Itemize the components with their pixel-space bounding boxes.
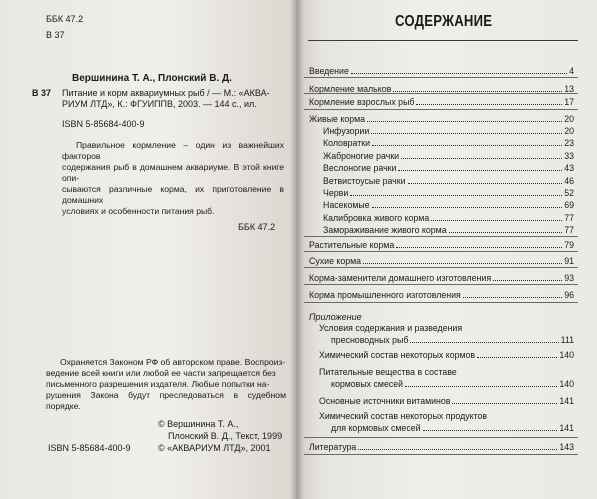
authors: Вершинина Т. А., Плонский В. Д. bbox=[72, 73, 232, 84]
leader-dots bbox=[363, 256, 562, 264]
toc-separator bbox=[304, 284, 578, 285]
toc-page-number: 20 bbox=[564, 126, 574, 136]
toc-separator bbox=[304, 302, 578, 303]
toc-separator bbox=[304, 267, 578, 268]
toc-separator bbox=[304, 437, 578, 438]
toc-page-number: 43 bbox=[564, 163, 574, 173]
toc-entry bbox=[309, 114, 574, 125]
toc-entry bbox=[309, 290, 574, 301]
leader-dots bbox=[452, 396, 557, 404]
toc-page-number: 52 bbox=[564, 188, 574, 198]
toc-entry-label: Насекомые bbox=[323, 200, 370, 210]
toc-entry bbox=[309, 273, 574, 284]
toc-entry bbox=[323, 213, 574, 224]
toc-entry bbox=[309, 256, 574, 267]
toc-page-number: 79 bbox=[564, 240, 574, 250]
toc-entry bbox=[309, 97, 574, 108]
biblio-line-2: РИУМ ЛТД», К.: ФГУИППВ, 2003. — 144 с., ил. bbox=[62, 99, 257, 109]
toc-page-number: 111 bbox=[560, 335, 574, 345]
toc-separator bbox=[304, 109, 578, 110]
toc-page-number: 140 bbox=[559, 379, 574, 389]
leader-dots bbox=[351, 66, 567, 74]
biblio-line-1: Питание и корм аквариумных рыб / — М.: «АКВА- bbox=[62, 88, 270, 98]
toc-separator bbox=[304, 251, 578, 252]
toc-separator bbox=[304, 454, 578, 455]
appendix-entry-heading: Химический состав некоторых продуктов bbox=[319, 411, 488, 421]
bbk-top: ББК 47.2 bbox=[46, 14, 84, 24]
leader-dots bbox=[423, 423, 558, 431]
leader-dots bbox=[405, 379, 557, 387]
leader-dots bbox=[493, 273, 562, 281]
leader-dots bbox=[449, 225, 563, 233]
toc-page-number: 77 bbox=[564, 213, 574, 223]
toc-entry-label: Жаброногие рачки bbox=[323, 151, 400, 161]
appendix-entry bbox=[331, 423, 574, 434]
index-mark: В 37 bbox=[32, 88, 52, 98]
leader-dots bbox=[371, 126, 562, 134]
toc-entry-label: Литература bbox=[309, 442, 357, 452]
leader-dots bbox=[408, 176, 563, 184]
toc-page-number: 91 bbox=[564, 256, 574, 266]
leader-dots bbox=[398, 163, 562, 171]
toc-separator bbox=[304, 77, 578, 78]
toc-entry-label: Живые корма bbox=[309, 114, 366, 124]
isbn-top: ISBN 5-85684-400-9 bbox=[62, 119, 145, 129]
isbn-bottom: ISBN 5-85684-400-9 bbox=[48, 443, 131, 453]
appendix-entry bbox=[331, 335, 574, 346]
toc-entry-label: Химический состав некоторых кормов bbox=[319, 350, 476, 360]
toc-entry-label: Введение bbox=[309, 66, 349, 76]
toc-entry bbox=[323, 225, 574, 236]
appendix-entry bbox=[319, 350, 574, 361]
appendix-entry-heading: Питательные вещества в составе bbox=[319, 367, 457, 377]
toc-entry bbox=[323, 163, 574, 174]
toc-page-number: 23 bbox=[564, 138, 574, 148]
leader-dots bbox=[401, 151, 562, 159]
toc-entry-literature bbox=[309, 442, 574, 453]
toc-separator bbox=[304, 236, 578, 237]
leader-dots bbox=[367, 114, 562, 122]
copyright-line: рушения Закона будут преследоваться в судебном порядке. bbox=[46, 390, 286, 411]
toc-page-number: 77 bbox=[564, 225, 574, 235]
description-line: сываются различные корма, их приготовление в домашних bbox=[62, 184, 284, 205]
toc-entry-label: Инфузории bbox=[323, 126, 370, 136]
copyright-publisher: © «АКВАРИУМ ЛТД», 2001 bbox=[158, 443, 271, 453]
appendix-entry-heading: Условия содержания и разведения bbox=[319, 323, 463, 333]
toc-entry-label: Сухие корма bbox=[309, 256, 362, 266]
leader-dots bbox=[350, 188, 562, 196]
toc-page-number: 33 bbox=[564, 151, 574, 161]
toc-entry-label: Черви bbox=[323, 188, 349, 198]
toc-page-number: 141 bbox=[559, 396, 574, 406]
toc-entry bbox=[323, 151, 574, 162]
toc-entry-label: Корма промышленного изготовления bbox=[309, 290, 461, 300]
leader-dots bbox=[358, 442, 557, 450]
toc-entry-label: Основные источники витаминов bbox=[319, 396, 451, 406]
appendix-title: Приложение bbox=[309, 312, 362, 322]
toc-entry-label: Замораживание живого корма bbox=[323, 225, 447, 235]
toc-entry bbox=[323, 188, 574, 199]
toc-entry-label: Калибровка живого корма bbox=[323, 213, 430, 223]
toc-entry bbox=[323, 138, 574, 149]
toc-page-number: 140 bbox=[559, 350, 574, 360]
toc-entry-label: пресноводных рыб bbox=[331, 335, 409, 345]
toc-page-number: 20 bbox=[564, 114, 574, 124]
toc-entry bbox=[309, 240, 574, 251]
leader-dots bbox=[396, 240, 562, 248]
appendix-entry bbox=[331, 379, 574, 390]
toc-entry-label: Кормление мальков bbox=[309, 84, 392, 94]
toc-page-number: 17 bbox=[564, 97, 574, 107]
leader-dots bbox=[393, 84, 562, 92]
toc-page-number: 143 bbox=[559, 442, 574, 452]
toc-page-number: 13 bbox=[564, 84, 574, 94]
toc-entry-label: Корма-заменители домашнего изготовления bbox=[309, 273, 492, 283]
toc-entry-label: для кормовых смесей bbox=[331, 423, 421, 433]
leader-dots bbox=[372, 200, 563, 208]
toc-entry bbox=[309, 84, 574, 95]
toc-entry bbox=[323, 126, 574, 137]
leader-dots bbox=[477, 350, 557, 358]
toc-page-number: 93 bbox=[564, 273, 574, 283]
toc-entry-label: Кормление взрослых рыб bbox=[309, 97, 415, 107]
toc-entry bbox=[309, 66, 574, 77]
bbk-mid: ББК 47.2 bbox=[238, 222, 276, 232]
copyright-line: Охраняется Законом РФ об авторском праве. Воспроиз- bbox=[60, 357, 286, 367]
copyright-line: письменного разрешения издателя. Любые попытки на- bbox=[46, 379, 270, 389]
udk-index: В 37 bbox=[46, 30, 65, 40]
copyright-line: ведение всей книги или любой ее части запрещается без bbox=[46, 368, 276, 378]
toc-entry-label: Растительные корма bbox=[309, 240, 395, 250]
toc-entry-label: Ветвистоусые рачки bbox=[323, 176, 406, 186]
toc-entry-label: кормовых смесей bbox=[331, 379, 404, 389]
toc-page-number: 96 bbox=[564, 290, 574, 300]
leader-dots bbox=[410, 335, 558, 343]
toc-title: СОДЕРЖАНИЕ bbox=[395, 13, 493, 30]
leader-dots bbox=[416, 97, 562, 105]
toc-page-number: 141 bbox=[559, 423, 574, 433]
copyright-author-2: Плонский В. Д., Текст, 1999 bbox=[168, 431, 283, 441]
appendix-entry bbox=[319, 396, 574, 407]
description-line: содержания рыб в домашнем аквариуме. В этой книге опи- bbox=[62, 162, 284, 183]
toc-page-number: 46 bbox=[564, 176, 574, 186]
toc-entry-label: Веслоногие рачки bbox=[323, 163, 397, 173]
toc-entry-label: Коловратки bbox=[323, 138, 371, 148]
description-line: Правильное кормление – один из важнейших факторов bbox=[62, 140, 284, 161]
toc-page-number: 69 bbox=[564, 200, 574, 210]
toc-entry bbox=[323, 176, 574, 187]
toc-page-number: 4 bbox=[569, 66, 574, 76]
leader-dots bbox=[463, 290, 562, 298]
leader-dots bbox=[431, 213, 562, 221]
toc-entry bbox=[323, 200, 574, 211]
copyright-author: © Вершинина Т. А., bbox=[158, 419, 239, 429]
description-line: условиях и особенности питания рыб. bbox=[62, 206, 215, 216]
leader-dots bbox=[372, 138, 562, 146]
